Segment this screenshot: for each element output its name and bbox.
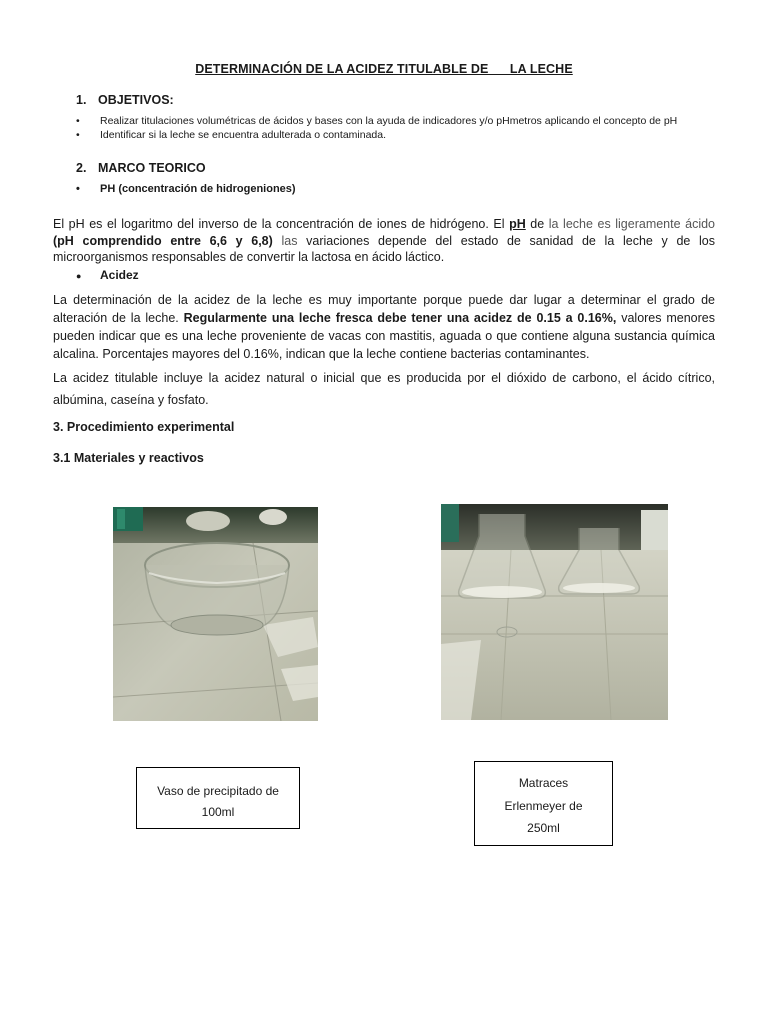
beaker-photo — [113, 507, 318, 721]
ph-term: pH — [509, 217, 526, 231]
text-run: El pH es el logaritmo del inverso de la concentración de iones de hidrógeno. El — [53, 217, 510, 231]
section-number: 2. — [76, 161, 87, 175]
erlenmeyer-flasks-photo — [441, 504, 668, 720]
acidez-paragraph-1 — [53, 291, 715, 363]
text-run: variaciones depende del estado de sanidad de la leche y de los microorganismos responsables de convertir la lactosa en ácido láctico. — [53, 233, 716, 264]
text-run: de — [525, 217, 549, 231]
text-run: valores menores pueden indicar que es una leche proveniente de vacas con mastitis, aguada o que contiene alguna sustancia química alcalina. Porcentajes mayores del 0.16%, indican que la leche contiene bacterias contaminantes. — [53, 311, 715, 361]
list-item-text: Identificar si la leche se encuentra adulterada o contaminada. — [100, 129, 387, 141]
beaker-caption — [136, 767, 300, 829]
caption-line: Vaso de precipitado de — [157, 784, 279, 798]
text-run: La determinación de la acidez de la leche es muy importante porque puede dar lugar a determinar el grado de alteración de la leche. — [53, 293, 715, 325]
section-title: MARCO TEORICO — [98, 161, 206, 175]
bold-text-run: (pH comprendido entre 6,6 y 6,8) — [53, 233, 273, 248]
caption-line: 250ml — [527, 821, 560, 835]
list-item: • Identificar si la leche se encuentra adulterada o contaminada. — [76, 129, 387, 141]
ph-paragraph — [53, 216, 715, 266]
acidez-paragraph-2: La acidez titulable incluye la acidez natural o inicial que es producida por el dióxido de carbono, el ácido cítrico, albúmina, caseína y fosfato. — [53, 371, 715, 407]
section-title: OBJETIVOS: — [98, 93, 174, 107]
section-objetivos-heading — [76, 93, 174, 107]
section-materiales-heading: 3.1 Materiales y reactivos — [53, 451, 204, 465]
marco-bullet: • PH (concentración de hidrogeniones) — [76, 183, 296, 195]
flasks-caption — [474, 761, 613, 846]
acidez-bullet: ● Acidez — [76, 268, 139, 282]
section-marco-heading — [76, 161, 206, 175]
section-procedimiento-heading: 3. Procedimiento experimental — [53, 420, 235, 434]
bullet-text: PH (concentración de hidrogeniones) — [100, 183, 296, 195]
objetivos-list — [76, 115, 756, 141]
section-number: 1. — [76, 93, 87, 107]
bullet-text: Acidez — [100, 268, 139, 282]
document-title: DETERMINACIÓN DE LA ACIDEZ TITULABLE DE LA LECHE — [195, 62, 573, 76]
list-item: • Realizar titulaciones volumétricas de ácidos y bases con la ayuda de indicadores y/o pHmetros aplicando el concepto de pH — [76, 115, 678, 127]
gray-text-run: las — [272, 233, 298, 248]
caption-line: Matraces — [518, 776, 569, 790]
gray-text-run: la leche es ligeramente ácido — [548, 217, 715, 231]
list-item-text: Realizar titulaciones volumétricas de ácidos y bases con la ayuda de indicadores y/o pHmetros aplicando el concepto de pH — [100, 115, 678, 127]
caption-line: Erlenmeyer de — [504, 798, 583, 813]
caption-line: 100ml — [201, 805, 235, 819]
bold-text-run: Regularmente una leche fresca debe tener una acidez de 0.15 a 0.16%, — [183, 311, 617, 325]
